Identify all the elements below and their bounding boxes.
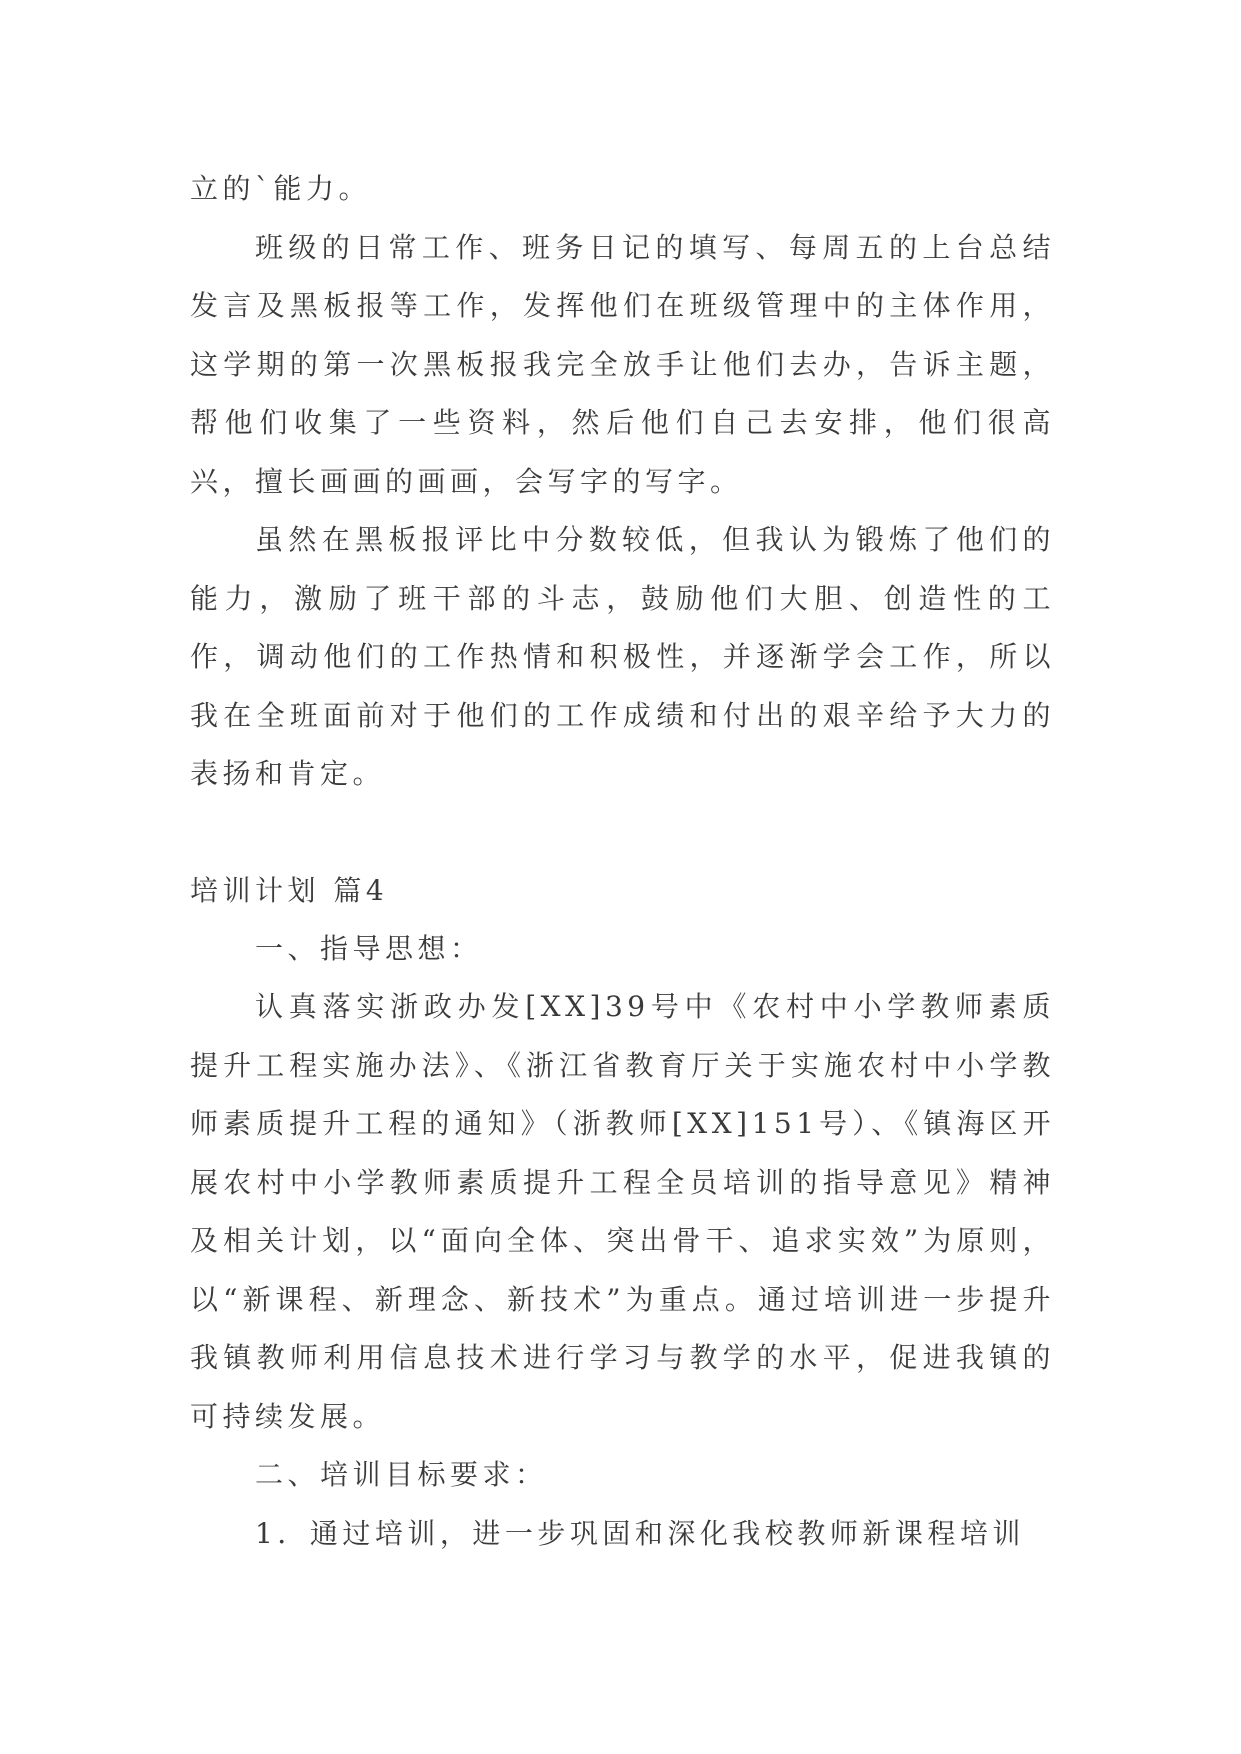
paragraph-continuation: 立的`能力。 <box>190 172 372 205</box>
paragraph-training-goal-1: 1．通过培训，进一步巩固和深化我校教师新课程培训 <box>255 1516 1025 1550</box>
section-spacer <box>190 804 1055 862</box>
document-body <box>190 160 1055 1563</box>
section-heading-training-goals: 二、培训目标要求： <box>255 1458 548 1491</box>
paragraph-blackboard-evaluation: 虽然在黑板报评比中分数较低，但我认为锻炼了他们的能力，激励了班干部的斗志，鼓励他们大胆、创造性的工作，调动他们的工作热情和积极性，并逐渐学会工作，所以我在全班面前对于他们的工作成绩和付出的艰辛给予大力的表扬和肯定。 <box>190 523 1055 790</box>
section-title: 培训计划 篇4 <box>190 873 389 907</box>
paragraph-class-work: 班级的日常工作、班务日记的填写、每周五的上台总结发言及黑板报等工作，发挥他们在班级管理中的主体作用，这学期的第一次黑板报我完全放手让他们去办，告诉主题，帮他们收集了一些资料，然后他们自己去安排，他们很高兴，擅长画画的画画，会写字的写字。 <box>190 230 1055 498</box>
section-heading-guiding-ideology: 一、指导思想： <box>255 931 483 965</box>
paragraph-guiding-ideology: 认真落实浙政办发[XX]39号中《农村中小学教师素质提升工程实施办法》、《浙江省教育厅关于实施农村中小学教师素质提升工程的通知》（浙教师[XX]151号）、《镇海区开展农村中小学教师素质提升工程全员培训的指导意见》精神及相关计划，以“面向全体、突出骨干、追求实效”为原则，以“新课程、新理念、新技术”为重点。通过培训进一步提升我镇教师利用信息技术进行学习与教学的水平，促进我镇的可持续发展。 <box>190 990 1055 1433</box>
